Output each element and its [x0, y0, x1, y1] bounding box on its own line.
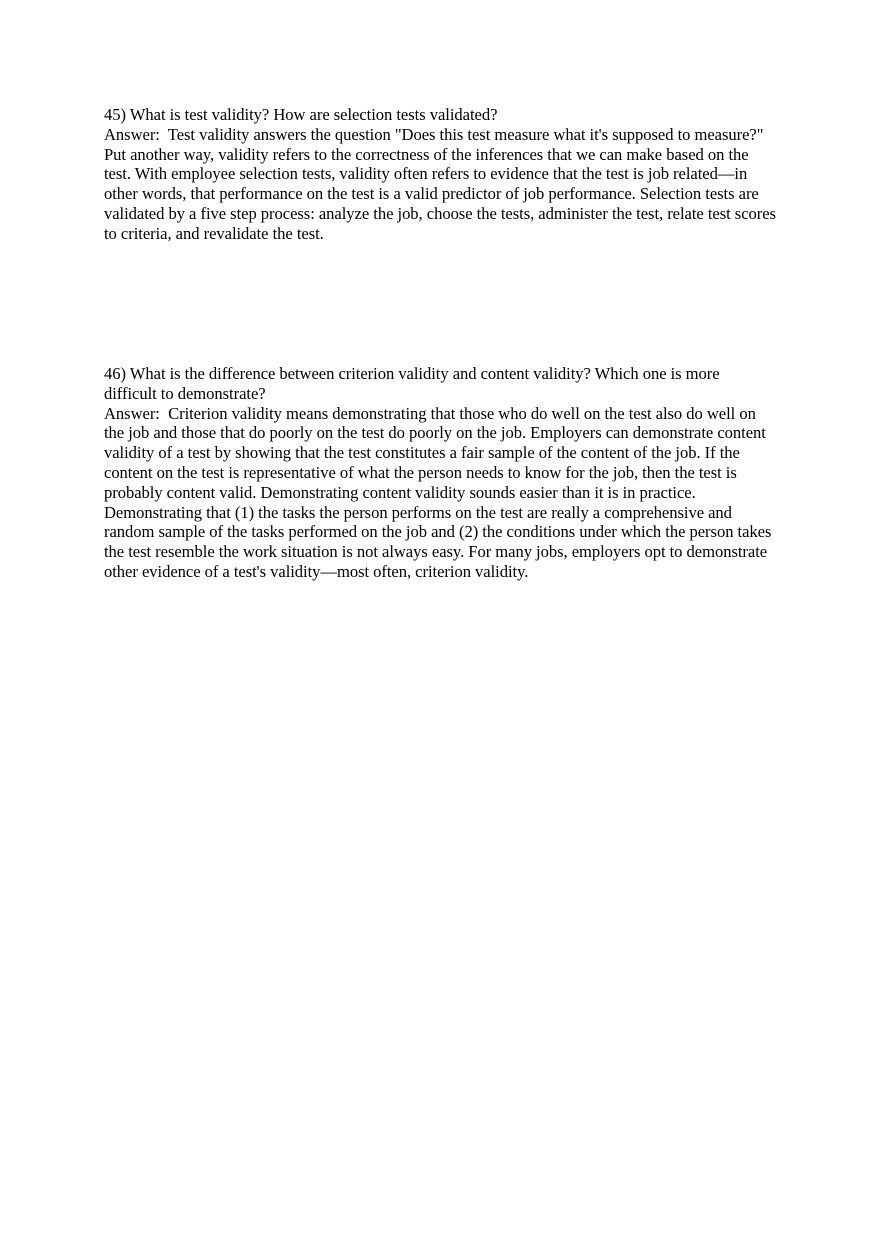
question-text: 45) What is test validity? How are selection tests validated?	[104, 105, 498, 124]
question-text: 46) What is the difference between criterion validity and content validity? Which one is more difficult to demonstrate?	[104, 364, 720, 403]
answer-text: Answer: Test validity answers the question "Does this test measure what it's supposed to measure?" Put another way, validity refers to the correctness of the inferences that we can make based on the test. With employee selection tests, validity often refers to evidence that the test is job related—in other words, that performance on the test is a valid predictor of job performance. Selection tests are validated by a five step process: analyze the job, choose the tests, administer the test, relate test scores to criteria, and revalidate the test.	[104, 124, 776, 243]
question-block-45	[104, 105, 776, 244]
answer-text: Answer: Criterion validity means demonstrating that those who do well on the test also do well on the job and those that do poorly on the test do poorly on the job. Employers can demonstrate content validity of a test by showing that the test constitutes a fair sample of the content of the job. If the content on the test is representative of what the person needs to know for the job, then the test is probably content valid. Demonstrating content validity sounds easier than it is in practice. Demonstrating that (1) the tasks the person performs on the test are really a comprehensive and random sample of the tasks performed on the job and (2) the conditions under which the person takes the test resemble the work situation is not always easy. For many jobs, employers opt to demonstrate other evidence of a test's validity—most often, criterion validity.	[104, 403, 772, 581]
question-block-46	[104, 364, 776, 582]
